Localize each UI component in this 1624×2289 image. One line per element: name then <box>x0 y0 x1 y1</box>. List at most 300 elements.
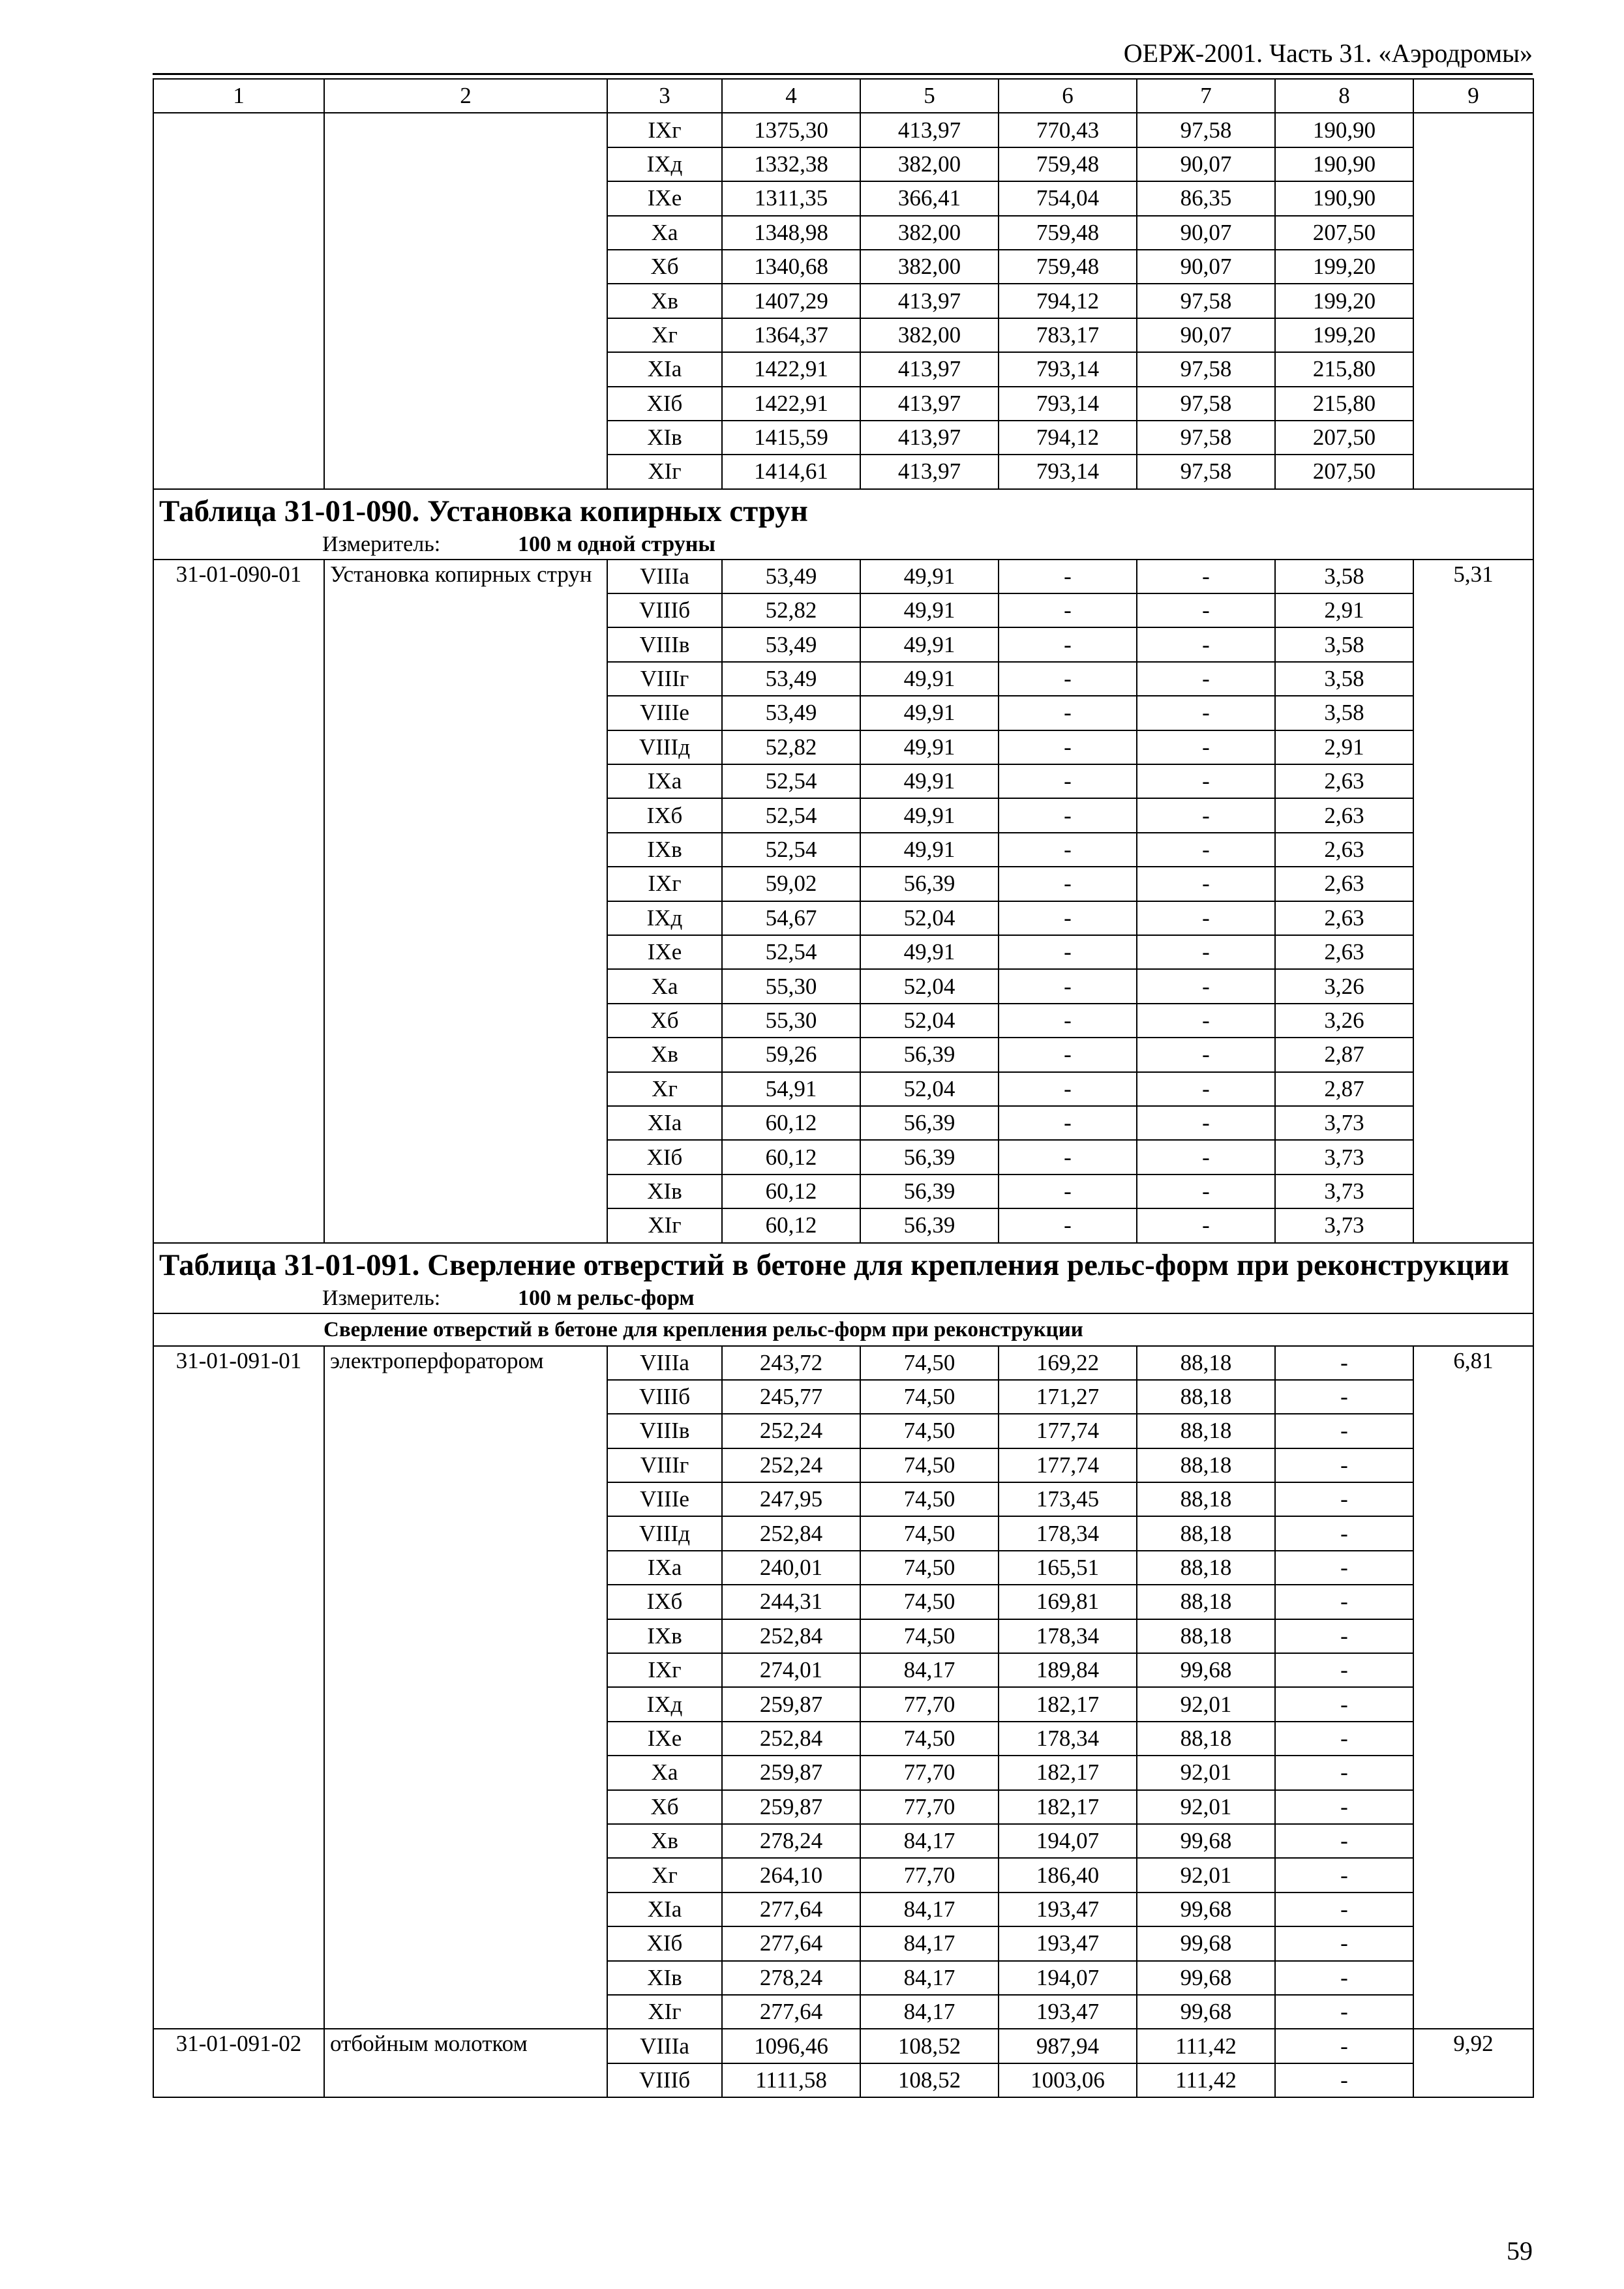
rates-table <box>153 78 1534 2098</box>
col5-cell: 382,00 <box>860 147 999 181</box>
col8-cell: 2,63 <box>1275 867 1413 901</box>
col6-cell: - <box>999 1140 1137 1174</box>
col5-cell: 413,97 <box>860 352 999 386</box>
col4-cell: 1414,61 <box>722 455 860 488</box>
col6-cell: 178,34 <box>999 1722 1137 1756</box>
table-body <box>153 79 1533 2097</box>
column-number: 9 <box>1413 79 1533 113</box>
header-rule <box>153 73 1533 75</box>
column-number: 8 <box>1275 79 1413 113</box>
col4-cell: 278,24 <box>722 1824 860 1858</box>
col6-cell: 171,27 <box>999 1380 1137 1414</box>
col6-cell: - <box>999 627 1137 661</box>
col4-cell: 244,31 <box>722 1585 860 1619</box>
col7-cell: 97,58 <box>1137 113 1275 147</box>
col4-cell: 1364,37 <box>722 318 860 352</box>
zone-cell: Xг <box>607 1072 722 1106</box>
col4-cell: 274,01 <box>722 1653 860 1687</box>
zone-cell: XIа <box>607 1106 722 1140</box>
table-title: Таблица 31-01-091. Сверление отверстий в бетоне для крепления рельс-форм при реконструкции <box>159 1248 1509 1282</box>
col4-cell: 52,54 <box>722 935 860 969</box>
col6-cell: 759,48 <box>999 147 1137 181</box>
zone-cell: Xг <box>607 318 722 352</box>
col7-cell: 111,42 <box>1137 2029 1275 2063</box>
table-row <box>153 113 1533 147</box>
col6-cell: 178,34 <box>999 1516 1137 1550</box>
col4-cell: 252,24 <box>722 1448 860 1482</box>
col6-cell: 793,14 <box>999 352 1137 386</box>
page-header: ОЕРЖ-2001. Часть 31. «Аэродромы» <box>1123 38 1533 68</box>
col4-cell: 247,95 <box>722 1482 860 1516</box>
col6-cell: 177,74 <box>999 1448 1137 1482</box>
col4-cell: 259,87 <box>722 1790 860 1824</box>
col6-cell: - <box>999 730 1137 764</box>
col5-cell: 84,17 <box>860 1961 999 1995</box>
col7-cell: 90,07 <box>1137 147 1275 181</box>
col6-cell: 193,47 <box>999 1893 1137 1926</box>
section-heading <box>153 489 1533 560</box>
col7-cell: - <box>1137 662 1275 696</box>
col7-cell: 88,18 <box>1137 1551 1275 1585</box>
col8-cell: - <box>1275 1790 1413 1824</box>
col7-cell: - <box>1137 696 1275 730</box>
col4-cell: 53,49 <box>722 627 860 661</box>
col8-cell: - <box>1275 1653 1413 1687</box>
col6-cell: - <box>999 662 1137 696</box>
name-cell <box>324 113 607 488</box>
col4-cell: 1375,30 <box>722 113 860 147</box>
col6-cell: 759,48 <box>999 216 1137 250</box>
column-number-row <box>153 79 1533 113</box>
col8-cell: - <box>1275 1824 1413 1858</box>
col6-cell: - <box>999 901 1137 935</box>
col7-cell: - <box>1137 969 1275 1003</box>
col6-cell: 754,04 <box>999 181 1137 215</box>
col6-cell: 186,40 <box>999 1858 1137 1892</box>
col4-cell: 52,54 <box>722 798 860 832</box>
col4-cell: 1415,59 <box>722 421 860 455</box>
col5-cell: 49,91 <box>860 798 999 832</box>
col6-cell: 1003,06 <box>999 2063 1137 2097</box>
col7-cell: - <box>1137 1140 1275 1174</box>
col8-cell: - <box>1275 1893 1413 1926</box>
table-title: Таблица 31-01-090. Установка копирных струн <box>159 494 808 528</box>
table-section-header <box>153 1243 1533 1313</box>
col5-cell: 49,91 <box>860 662 999 696</box>
measure-unit <box>159 1284 1526 1313</box>
col4-cell: 55,30 <box>722 969 860 1003</box>
zone-cell: IXд <box>607 1687 722 1721</box>
col9-cell: 5,31 <box>1413 560 1533 1243</box>
subheading: Сверление отверстий в бетоне для крепления рельс-форм при реконструкции <box>153 1313 1533 1346</box>
zone-cell: XIг <box>607 455 722 488</box>
col6-cell: - <box>999 1174 1137 1208</box>
col7-cell: - <box>1137 1038 1275 1071</box>
measure-value: 100 м одной струны <box>518 531 715 556</box>
col8-cell: 2,63 <box>1275 764 1413 798</box>
col8-cell: - <box>1275 1380 1413 1414</box>
zone-cell: IXе <box>607 1722 722 1756</box>
col4-cell: 1340,68 <box>722 250 860 284</box>
col6-cell: - <box>999 833 1137 867</box>
col5-cell: 382,00 <box>860 318 999 352</box>
zone-cell: Xв <box>607 1824 722 1858</box>
zone-cell: IXг <box>607 1653 722 1687</box>
col5-cell: 49,91 <box>860 730 999 764</box>
zone-cell: Xа <box>607 216 722 250</box>
col5-cell: 413,97 <box>860 387 999 421</box>
col5-cell: 52,04 <box>860 1072 999 1106</box>
col5-cell: 56,39 <box>860 1038 999 1071</box>
col7-cell: - <box>1137 730 1275 764</box>
col7-cell: 99,68 <box>1137 1653 1275 1687</box>
zone-cell: XIг <box>607 1208 722 1242</box>
name-cell: Установка копирных струн <box>324 560 607 1243</box>
col5-cell: 84,17 <box>860 1893 999 1926</box>
zone-cell: IXа <box>607 764 722 798</box>
zone-cell: IXг <box>607 113 722 147</box>
col5-cell: 74,50 <box>860 1516 999 1550</box>
col7-cell: - <box>1137 1072 1275 1106</box>
col7-cell: 88,18 <box>1137 1414 1275 1448</box>
col8-cell: - <box>1275 1858 1413 1892</box>
zone-cell: XIг <box>607 1995 722 2029</box>
col7-cell: - <box>1137 867 1275 901</box>
col4-cell: 60,12 <box>722 1174 860 1208</box>
col6-cell: 770,43 <box>999 113 1137 147</box>
zone-cell: XIб <box>607 1140 722 1174</box>
col5-cell: 74,50 <box>860 1585 999 1619</box>
zone-cell: XIб <box>607 1926 722 1960</box>
zone-cell: IXв <box>607 1619 722 1653</box>
col5-cell: 108,52 <box>860 2029 999 2063</box>
col8-cell: - <box>1275 1346 1413 1380</box>
col6-cell: - <box>999 696 1137 730</box>
zone-cell: VIIIе <box>607 696 722 730</box>
zone-cell: XIа <box>607 1893 722 1926</box>
col5-cell: 382,00 <box>860 250 999 284</box>
col5-cell: 74,50 <box>860 1619 999 1653</box>
col4-cell: 1422,91 <box>722 387 860 421</box>
col8-cell: 3,26 <box>1275 1004 1413 1038</box>
col4-cell: 60,12 <box>722 1106 860 1140</box>
zone-cell: Xв <box>607 1038 722 1071</box>
col6-cell: - <box>999 798 1137 832</box>
zone-cell: VIIIг <box>607 662 722 696</box>
col7-cell: 92,01 <box>1137 1790 1275 1824</box>
col5-cell: 413,97 <box>860 284 999 318</box>
col6-cell: - <box>999 867 1137 901</box>
col7-cell: 97,58 <box>1137 387 1275 421</box>
col7-cell: - <box>1137 935 1275 969</box>
col6-cell: 182,17 <box>999 1687 1137 1721</box>
page-number: 59 <box>1507 2236 1533 2266</box>
col8-cell: 3,73 <box>1275 1140 1413 1174</box>
zone-cell: IXа <box>607 1551 722 1585</box>
col8-cell: 215,80 <box>1275 352 1413 386</box>
col8-cell: 207,50 <box>1275 421 1413 455</box>
col5-cell: 84,17 <box>860 1926 999 1960</box>
col5-cell: 84,17 <box>860 1995 999 2029</box>
col5-cell: 49,91 <box>860 764 999 798</box>
col7-cell: 88,18 <box>1137 1448 1275 1482</box>
col8-cell: - <box>1275 1756 1413 1789</box>
col6-cell: 182,17 <box>999 1790 1137 1824</box>
col8-cell: - <box>1275 1926 1413 1960</box>
col5-cell: 84,17 <box>860 1653 999 1687</box>
col8-cell: - <box>1275 2029 1413 2063</box>
col5-cell: 49,91 <box>860 696 999 730</box>
col8-cell: 3,58 <box>1275 696 1413 730</box>
col8-cell: - <box>1275 1961 1413 1995</box>
col8-cell: 2,63 <box>1275 935 1413 969</box>
col6-cell: 178,34 <box>999 1619 1137 1653</box>
col7-cell: 99,68 <box>1137 1961 1275 1995</box>
table-row <box>153 1346 1533 1380</box>
col6-cell: 793,14 <box>999 455 1137 488</box>
zone-cell: VIIIа <box>607 560 722 593</box>
col8-cell: - <box>1275 1414 1413 1448</box>
col6-cell: 783,17 <box>999 318 1137 352</box>
col5-cell: 108,52 <box>860 2063 999 2097</box>
zone-cell: IXв <box>607 833 722 867</box>
col6-cell: 169,81 <box>999 1585 1137 1619</box>
col5-cell: 413,97 <box>860 113 999 147</box>
col7-cell: 99,68 <box>1137 1995 1275 2029</box>
col6-cell: 193,47 <box>999 1995 1137 2029</box>
zone-cell: XIв <box>607 1961 722 1995</box>
zone-cell: Xа <box>607 969 722 1003</box>
col5-cell: 413,97 <box>860 421 999 455</box>
col6-cell: 794,12 <box>999 284 1137 318</box>
zone-cell: Xб <box>607 250 722 284</box>
measure-unit <box>159 530 1526 559</box>
col8-cell: 3,26 <box>1275 969 1413 1003</box>
col7-cell: 88,18 <box>1137 1722 1275 1756</box>
col7-cell: 88,18 <box>1137 1516 1275 1550</box>
col7-cell: 99,68 <box>1137 1926 1275 1960</box>
col6-cell: 194,07 <box>999 1824 1137 1858</box>
col8-cell: 3,58 <box>1275 627 1413 661</box>
col9-cell <box>1413 113 1533 488</box>
col9-cell: 9,92 <box>1413 2029 1533 2097</box>
col8-cell: 2,63 <box>1275 833 1413 867</box>
zone-cell: Xб <box>607 1790 722 1824</box>
col4-cell: 60,12 <box>722 1208 860 1242</box>
col4-cell: 1096,46 <box>722 2029 860 2063</box>
table-row <box>153 560 1533 593</box>
col8-cell: 199,20 <box>1275 250 1413 284</box>
subheading-row <box>153 1313 1533 1346</box>
col8-cell: - <box>1275 1722 1413 1756</box>
col8-cell: 199,20 <box>1275 284 1413 318</box>
name-cell: электроперфоратором <box>324 1346 607 2029</box>
col4-cell: 278,24 <box>722 1961 860 1995</box>
column-number: 7 <box>1137 79 1275 113</box>
col6-cell: - <box>999 935 1137 969</box>
col5-cell: 56,39 <box>860 1106 999 1140</box>
zone-cell: XIв <box>607 1174 722 1208</box>
col6-cell: 173,45 <box>999 1482 1137 1516</box>
col8-cell: - <box>1275 1516 1413 1550</box>
col8-cell: 2,87 <box>1275 1072 1413 1106</box>
col7-cell: - <box>1137 593 1275 627</box>
col8-cell: - <box>1275 1448 1413 1482</box>
col5-cell: 77,70 <box>860 1756 999 1789</box>
col6-cell: 794,12 <box>999 421 1137 455</box>
col8-cell: 215,80 <box>1275 387 1413 421</box>
col4-cell: 60,12 <box>722 1140 860 1174</box>
col6-cell: 194,07 <box>999 1961 1137 1995</box>
col4-cell: 252,84 <box>722 1516 860 1550</box>
col6-cell: - <box>999 1106 1137 1140</box>
column-number: 4 <box>722 79 860 113</box>
col7-cell: 97,58 <box>1137 284 1275 318</box>
zone-cell: VIIIе <box>607 1482 722 1516</box>
col5-cell: 77,70 <box>860 1790 999 1824</box>
col8-cell: - <box>1275 1482 1413 1516</box>
zone-cell: IXе <box>607 181 722 215</box>
col7-cell: - <box>1137 1004 1275 1038</box>
col7-cell: 90,07 <box>1137 250 1275 284</box>
col7-cell: 99,68 <box>1137 1824 1275 1858</box>
col4-cell: 54,91 <box>722 1072 860 1106</box>
col7-cell: - <box>1137 560 1275 593</box>
zone-cell: VIIIб <box>607 1380 722 1414</box>
col6-cell: - <box>999 593 1137 627</box>
measure-label: Измеритель: <box>322 1285 441 1310</box>
col5-cell: 74,50 <box>860 1722 999 1756</box>
col7-cell: 86,35 <box>1137 181 1275 215</box>
column-number: 3 <box>607 79 722 113</box>
col5-cell: 49,91 <box>860 833 999 867</box>
col4-cell: 277,64 <box>722 1995 860 2029</box>
col4-cell: 55,30 <box>722 1004 860 1038</box>
col5-cell: 56,39 <box>860 1140 999 1174</box>
col8-cell: 190,90 <box>1275 113 1413 147</box>
col6-cell: 182,17 <box>999 1756 1137 1789</box>
zone-cell: VIIIд <box>607 730 722 764</box>
col8-cell: 190,90 <box>1275 147 1413 181</box>
col8-cell: - <box>1275 1551 1413 1585</box>
col5-cell: 84,17 <box>860 1824 999 1858</box>
column-number: 2 <box>324 79 607 113</box>
col4-cell: 277,64 <box>722 1926 860 1960</box>
col7-cell: - <box>1137 901 1275 935</box>
col8-cell: 2,91 <box>1275 593 1413 627</box>
col8-cell: - <box>1275 1687 1413 1721</box>
col4-cell: 243,72 <box>722 1346 860 1380</box>
col8-cell: 3,73 <box>1275 1106 1413 1140</box>
col7-cell: 88,18 <box>1137 1619 1275 1653</box>
col5-cell: 52,04 <box>860 969 999 1003</box>
col4-cell: 53,49 <box>722 696 860 730</box>
col4-cell: 53,49 <box>722 662 860 696</box>
col8-cell: 207,50 <box>1275 455 1413 488</box>
col6-cell: 169,22 <box>999 1346 1137 1380</box>
col8-cell: 3,73 <box>1275 1174 1413 1208</box>
zone-cell: IXб <box>607 798 722 832</box>
col7-cell: 88,18 <box>1137 1380 1275 1414</box>
col5-cell: 74,50 <box>860 1380 999 1414</box>
col6-cell: 177,74 <box>999 1414 1137 1448</box>
col6-cell: 165,51 <box>999 1551 1137 1585</box>
col7-cell: - <box>1137 1174 1275 1208</box>
measure-value: 100 м рельс-форм <box>518 1285 695 1310</box>
col4-cell: 52,54 <box>722 764 860 798</box>
zone-cell: IXд <box>607 901 722 935</box>
col6-cell: - <box>999 1038 1137 1071</box>
zone-cell: Xг <box>607 1858 722 1892</box>
col7-cell: - <box>1137 1106 1275 1140</box>
col8-cell: 2,63 <box>1275 901 1413 935</box>
zone-cell: VIIIг <box>607 1448 722 1482</box>
col5-cell: 56,39 <box>860 867 999 901</box>
col5-cell: 49,91 <box>860 935 999 969</box>
column-number: 1 <box>153 79 324 113</box>
col4-cell: 52,82 <box>722 593 860 627</box>
col7-cell: 90,07 <box>1137 216 1275 250</box>
col4-cell: 1111,58 <box>722 2063 860 2097</box>
col5-cell: 74,50 <box>860 1346 999 1380</box>
col4-cell: 54,67 <box>722 901 860 935</box>
col6-cell: - <box>999 969 1137 1003</box>
col5-cell: 52,04 <box>860 901 999 935</box>
col5-cell: 74,50 <box>860 1482 999 1516</box>
col6-cell: 987,94 <box>999 2029 1137 2063</box>
col4-cell: 240,01 <box>722 1551 860 1585</box>
zone-cell: Xа <box>607 1756 722 1789</box>
col4-cell: 264,10 <box>722 1858 860 1892</box>
col5-cell: 77,70 <box>860 1858 999 1892</box>
col5-cell: 49,91 <box>860 560 999 593</box>
col7-cell: 88,18 <box>1137 1585 1275 1619</box>
col6-cell: 759,48 <box>999 250 1137 284</box>
col4-cell: 259,87 <box>722 1687 860 1721</box>
col9-cell: 6,81 <box>1413 1346 1533 2029</box>
col6-cell: 793,14 <box>999 387 1137 421</box>
zone-cell: VIIIв <box>607 1414 722 1448</box>
col4-cell: 1407,29 <box>722 284 860 318</box>
col4-cell: 59,26 <box>722 1038 860 1071</box>
code-cell: 31-01-091-01 <box>153 1346 324 2029</box>
col4-cell: 59,02 <box>722 867 860 901</box>
col7-cell: - <box>1137 627 1275 661</box>
col8-cell: - <box>1275 1995 1413 2029</box>
col4-cell: 277,64 <box>722 1893 860 1926</box>
col7-cell: 97,58 <box>1137 455 1275 488</box>
table-row <box>153 2029 1533 2063</box>
col5-cell: 49,91 <box>860 593 999 627</box>
col4-cell: 1348,98 <box>722 216 860 250</box>
col6-cell: 189,84 <box>999 1653 1137 1687</box>
zone-cell: IXе <box>607 935 722 969</box>
table-section-header <box>153 489 1533 560</box>
col7-cell: 90,07 <box>1137 318 1275 352</box>
zone-cell: XIб <box>607 387 722 421</box>
col6-cell: - <box>999 1072 1137 1106</box>
col6-cell: 193,47 <box>999 1926 1137 1960</box>
col5-cell: 74,50 <box>860 1448 999 1482</box>
zone-cell: XIа <box>607 352 722 386</box>
col8-cell: 199,20 <box>1275 318 1413 352</box>
col8-cell: 3,58 <box>1275 560 1413 593</box>
col8-cell: 190,90 <box>1275 181 1413 215</box>
col4-cell: 52,54 <box>722 833 860 867</box>
col4-cell: 245,77 <box>722 1380 860 1414</box>
col5-cell: 77,70 <box>860 1687 999 1721</box>
col7-cell: 99,68 <box>1137 1893 1275 1926</box>
